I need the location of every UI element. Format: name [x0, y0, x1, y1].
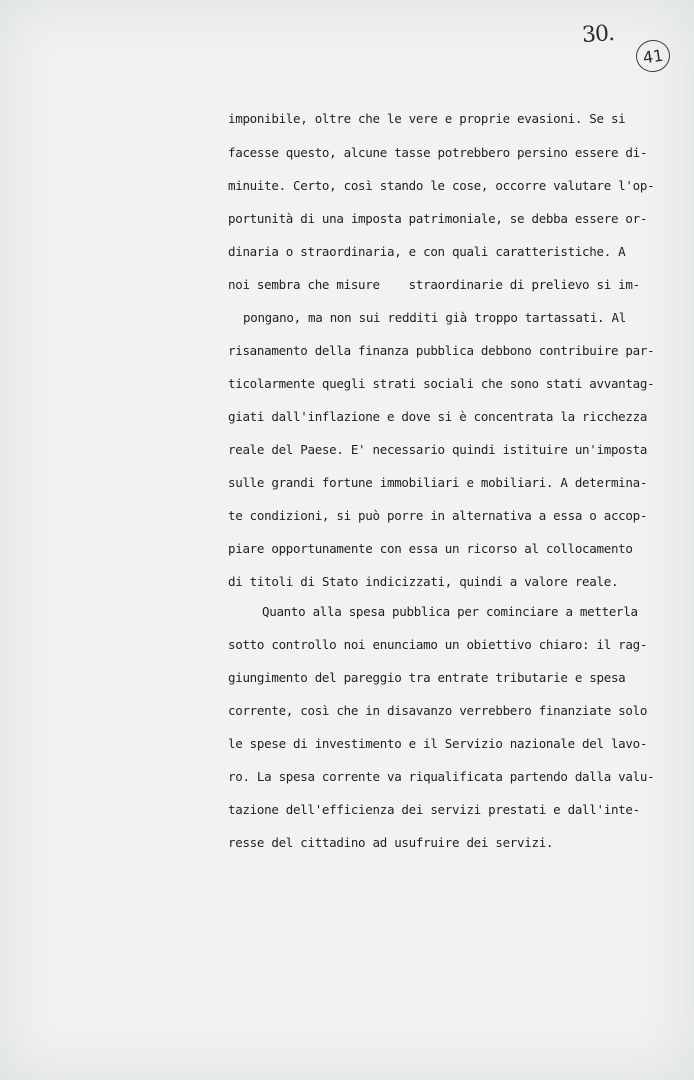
text-line: sotto controllo noi enunciamo un obiettivo chiaro: il rag-: [228, 637, 648, 652]
archive-number-stamp: [634, 38, 672, 74]
text-line: minuite. Certo, così stando le cose, occorre valutare l'op-: [228, 178, 655, 193]
text-line: di titoli di Stato indicizzati, quindi a valore reale.: [228, 574, 619, 589]
text-line: Quanto alla spesa pubblica per cominciare a metterla: [262, 604, 638, 619]
text-line: reale del Paese. E' necessario quindi istituire un'imposta: [228, 442, 648, 457]
text-line: sulle grandi fortune immobiliari e mobiliari. A determina-: [228, 475, 648, 490]
text-line: noi sembra che misure straordinarie di prelievo si im-: [228, 277, 640, 292]
text-line: giungimento del pareggio tra entrate tributarie e spesa: [228, 670, 626, 685]
text-line: te condizioni, si può porre in alternativa a essa o accop-: [228, 508, 648, 523]
text-line: dinaria o straordinaria, e con quali caratteristiche. A: [228, 244, 626, 259]
text-line: corrente, così che in disavanzo verrebbero finanziate solo: [228, 703, 648, 718]
text-line: ticolarmente quegli strati sociali che sono stati avvantag-: [228, 376, 655, 391]
text-line: resse del cittadino ad usufruire dei servizi.: [228, 835, 554, 850]
text-line: giati dall'inflazione e dove si è concentrata la ricchezza: [228, 409, 648, 424]
text-line: pongano, ma non sui redditi già troppo tartassati. Al: [243, 310, 626, 325]
text-line: tazione dell'efficienza dei servizi prestati e dall'inte-: [228, 802, 640, 817]
text-line: imponibile, oltre che le vere e proprie evasioni. Se si: [228, 111, 626, 126]
page-number: 30.: [581, 20, 615, 49]
text-line: portunità di una imposta patrimoniale, se debba essere or-: [228, 211, 648, 226]
text-line: ro. La spesa corrente va riqualificata partendo dalla valu-: [228, 769, 655, 784]
text-line: le spese di investimento e il Servizio nazionale del lavo-: [228, 736, 648, 751]
text-line: facesse questo, alcune tasse potrebbero persino essere di-: [228, 145, 648, 160]
archive-number: 41: [641, 45, 665, 67]
text-line: risanamento della finanza pubblica debbono contribuire par-: [228, 343, 655, 358]
text-line: piare opportunamente con essa un ricorso al collocamento: [228, 541, 633, 556]
